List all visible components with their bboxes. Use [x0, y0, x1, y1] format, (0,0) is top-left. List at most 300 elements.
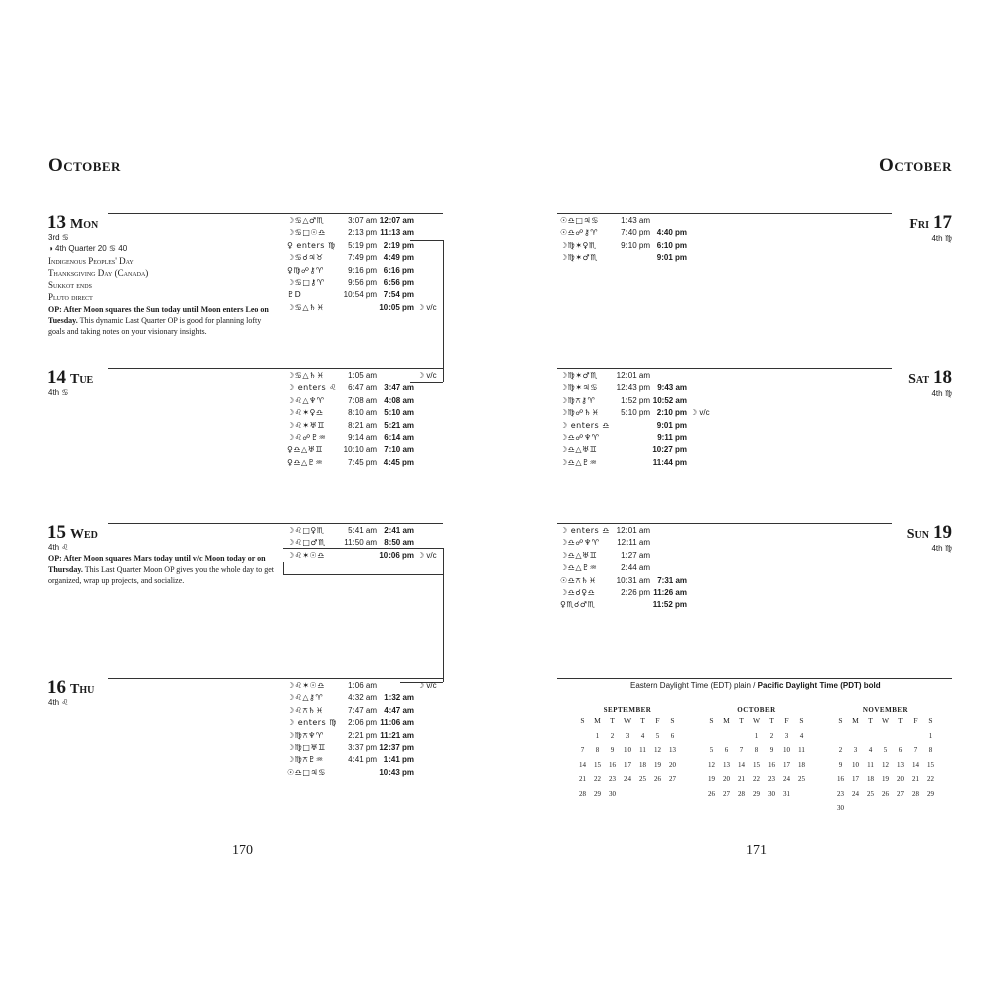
event-row — [560, 576, 720, 587]
event-time-pacific: 11:13 am — [380, 228, 414, 238]
event-time-eastern: 9:14 am — [348, 433, 377, 442]
calendar-week — [833, 758, 938, 773]
event-row — [560, 588, 720, 599]
event-time-pacific: 6:56 pm — [383, 278, 414, 287]
event-row — [287, 731, 447, 742]
moon-phase: 4th ♋︎ — [48, 388, 69, 397]
calendar-date: 1 — [754, 731, 759, 740]
event-aspect: ☽♎︎△♅♊︎ — [560, 445, 598, 455]
calendar-date: 8 — [928, 746, 933, 754]
event-aspect: ☽♎︎☍♆♈︎ — [560, 433, 600, 442]
event-aspect: ☽♋︎□⚷♈︎ — [287, 278, 325, 287]
event-row — [287, 755, 447, 766]
event-aspect: ☽♎︎△♇♒︎ — [560, 457, 598, 467]
opportunity-note: OP: After Moon squares Mars today until v/c Moon today or on Thursday. This Last Quarter Moon OP gives you the whole day to get organized, wrap up projects, and socialize. — [48, 554, 274, 585]
event-row — [560, 241, 720, 252]
event-time-eastern: 4:41 pm — [348, 755, 377, 765]
calendar-week — [575, 772, 680, 787]
event-row — [560, 563, 720, 574]
calendar-date: 25 — [867, 789, 874, 798]
event-aspect: ☽♌︎✶♀♎︎ — [287, 408, 324, 418]
event-aspect: ☽♍︎□♅♊︎ — [287, 743, 326, 752]
calendar-date: 25 — [798, 775, 805, 783]
calendar-date: 17 — [783, 760, 790, 769]
calendar-date: 18 — [798, 760, 805, 769]
event-row — [560, 408, 720, 419]
event-row — [287, 458, 447, 469]
calendar-week — [833, 772, 938, 787]
calendar-date: 20 — [723, 775, 730, 783]
calendar-date: 13 — [897, 760, 904, 769]
event-time-eastern: 12:01 am — [616, 526, 650, 535]
event-row — [287, 743, 447, 754]
event-time-pacific: 9:43 am — [657, 383, 687, 393]
event-time-eastern: 12:01 am — [616, 371, 650, 380]
calendar-date: 23 — [609, 775, 616, 783]
event-row — [287, 266, 447, 277]
calendar-date: 15 — [927, 760, 934, 769]
timezone-legend: Eastern Daylight Time (EDT) plain / Pacific Daylight Time (PDT) bold — [630, 681, 881, 690]
event-time-pacific: 7:10 am — [384, 445, 414, 455]
event-time-eastern: 1:43 am — [621, 216, 650, 225]
calendar-date: 6 — [898, 746, 903, 754]
event-row — [287, 216, 447, 227]
weekday-label: T — [769, 716, 774, 725]
event-row — [287, 538, 447, 549]
event-aspect: ♀♏︎☌♂︎♏︎ — [560, 600, 596, 610]
calendar-date: 9 — [838, 760, 843, 769]
event-row — [287, 551, 447, 562]
event-time-pacific: 6:10 pm — [656, 240, 687, 250]
calendar-date: 20 — [669, 760, 676, 769]
calendar-date: 12 — [882, 760, 889, 769]
event-time-pacific: 10:27 pm — [652, 445, 687, 455]
event-row — [287, 278, 447, 289]
calendar-date — [893, 729, 908, 744]
event-row — [560, 216, 720, 227]
event-aspect: ☽ enters ♌︎ — [287, 383, 337, 393]
calendar-date: 13 — [723, 760, 730, 769]
calendar-date — [620, 787, 635, 802]
calendar-date — [734, 729, 749, 744]
calendar-date — [863, 801, 878, 816]
event-time-pacific: 11:21 am — [380, 730, 414, 740]
moon-phase: 4th ♌︎ — [48, 543, 69, 552]
weekday-label: S — [709, 716, 714, 725]
calendar-date: 9 — [769, 746, 774, 754]
event-row — [287, 408, 447, 419]
page-number-left: 170 — [232, 843, 253, 858]
weekday-label: F — [784, 716, 789, 725]
calendar-week — [704, 729, 809, 744]
day-rule — [108, 523, 443, 524]
event-time-pacific: 9:01 pm — [656, 253, 687, 263]
event-time-pacific: 2:10 pm — [656, 408, 687, 418]
day-header-13: 13 Mon — [47, 212, 99, 233]
calendar-date — [704, 729, 719, 744]
calendar-date: 19 — [708, 775, 715, 783]
calendar-date — [665, 787, 680, 802]
calendar-week — [704, 772, 809, 787]
event-time-eastern: 2:13 pm — [348, 228, 377, 238]
event-aspect: ☉♎︎□♃♋︎ — [560, 216, 599, 225]
calendar-date: 17 — [624, 760, 631, 769]
holiday-note: Indigenous Peoples' Day — [48, 256, 134, 266]
calendar-date — [794, 787, 809, 802]
calendar-date: 16 — [837, 775, 844, 783]
event-time-pacific: 9:11 pm — [657, 433, 687, 442]
event-row — [560, 371, 720, 382]
calendar-weekdays — [833, 714, 938, 729]
event-time-pacific: 8:50 am — [384, 538, 414, 548]
event-row — [560, 433, 720, 444]
weekday-label: T — [610, 716, 615, 725]
event-aspect: ☽ enters ♎︎ — [560, 420, 610, 430]
event-aspect: ☽♎︎△♇♒︎ — [560, 563, 598, 573]
event-row — [287, 241, 447, 252]
calendar-date: 17 — [852, 775, 859, 783]
event-row — [560, 526, 720, 537]
event-time-pacific: 2:41 am — [384, 526, 414, 535]
moon-phase: 3rd ♋︎ — [48, 233, 69, 242]
weekday-label: W — [881, 716, 890, 725]
calendar-date: 20 — [897, 775, 904, 783]
event-time-pacific: 12:37 pm — [379, 743, 414, 752]
calendar-date: 26 — [708, 789, 715, 798]
calendar-date — [878, 729, 893, 744]
event-aspect: ☽♋︎△♄♓︎ — [287, 371, 325, 380]
event-time-pacific: 4:49 pm — [383, 253, 414, 263]
calendar-date: 2 — [610, 731, 615, 740]
event-aspect: ☽♌︎✶☉♎︎ — [287, 550, 325, 560]
calendar-date: 9 — [610, 746, 615, 754]
event-time-eastern: 8:10 am — [348, 408, 377, 418]
event-time-eastern: 7:49 pm — [348, 253, 377, 263]
calendar-rule — [557, 678, 952, 679]
event-row — [560, 458, 720, 469]
calendar-title: NOVEMBER — [862, 706, 909, 714]
calendar-date: 30 — [837, 804, 844, 812]
event-aspect: ☉♎︎☍⚷♈︎ — [560, 228, 598, 238]
event-row — [287, 768, 447, 779]
event-row — [560, 396, 720, 407]
calendar-date: 2 — [838, 746, 843, 754]
mini-calendar-november — [833, 706, 938, 816]
event-time-eastern: 2:06 pm — [348, 718, 377, 728]
calendar-date: 26 — [654, 775, 661, 783]
event-time-eastern: 7:45 pm — [348, 457, 377, 467]
calendar-date: 11 — [867, 760, 874, 769]
event-row — [287, 290, 447, 301]
calendar-date: 30 — [768, 789, 775, 798]
event-time-eastern: 9:10 pm — [621, 240, 650, 250]
calendar-week — [575, 743, 680, 758]
holiday-note: Sukkot ends — [48, 280, 92, 290]
event-row — [560, 551, 720, 562]
void-of-course-marker: ☽ v/c — [417, 550, 437, 560]
event-time-eastern: 1:52 pm — [621, 395, 650, 405]
event-row — [560, 253, 720, 264]
moon-phase: 4th ♍︎ — [931, 389, 952, 398]
calendar-date — [833, 729, 848, 744]
calendar-week — [575, 787, 680, 802]
event-aspect: ☽♍︎✶♃♋︎ — [560, 383, 598, 393]
voc-connector — [283, 562, 284, 574]
mini-calendar-october — [704, 706, 809, 801]
calendar-week — [704, 758, 809, 773]
weekday-label: M — [852, 716, 859, 725]
event-time-eastern: 9:56 pm — [348, 278, 377, 287]
voc-connector — [283, 574, 443, 575]
event-row — [287, 706, 447, 717]
event-aspect: ☽♋︎△♂︎♏︎ — [287, 216, 325, 225]
void-of-course-marker: ☽ v/c — [417, 302, 437, 312]
event-aspect: ☽♌︎△⚷♈︎ — [287, 693, 324, 703]
calendar-date — [908, 801, 923, 816]
day-header-17: Fri 17 — [909, 212, 952, 233]
event-aspect: ☽♌︎☍♇♒︎ — [287, 433, 327, 442]
event-time-pacific: 4:08 am — [384, 395, 414, 405]
mini-calendar-september — [575, 706, 680, 801]
event-aspect: ☽♍︎⚻♆♈︎ — [287, 730, 324, 740]
calendar-date — [893, 801, 908, 816]
calendar-date: 29 — [927, 789, 934, 798]
calendar-date: 28 — [912, 789, 919, 798]
calendar-date: 3 — [625, 731, 630, 740]
day-header-14: 14 Tue — [47, 367, 94, 388]
calendar-date: 14 — [579, 760, 586, 769]
calendar-date: 7 — [739, 746, 744, 754]
event-aspect: ☉♎︎□♃♋︎ — [287, 767, 326, 777]
event-time-eastern: 2:21 pm — [348, 730, 377, 740]
calendar-date: 25 — [639, 775, 646, 783]
event-row — [560, 538, 720, 549]
calendar-date: 13 — [669, 746, 676, 754]
event-aspect: ☽♋︎△♄♓︎ — [287, 302, 325, 312]
calendar-date: 10 — [852, 760, 859, 769]
calendar-date: 27 — [669, 775, 676, 783]
event-row — [287, 253, 447, 264]
calendar-date: 15 — [753, 760, 760, 769]
event-aspect: ☽♋︎☌♃♉︎ — [287, 253, 324, 263]
event-time-pacific: 11:52 pm — [652, 600, 687, 610]
day-rule — [108, 678, 443, 679]
event-aspect: ♀ enters ♍︎ — [287, 240, 336, 250]
event-row — [287, 383, 447, 394]
day-rule — [557, 213, 892, 214]
event-aspect: ☽♍︎✶♀♏︎ — [560, 240, 597, 250]
void-of-course-marker: ☽ v/c — [417, 371, 437, 380]
weekday-label: T — [640, 716, 645, 725]
weekday-label: S — [928, 716, 933, 725]
event-time-pacific: 7:31 am — [657, 575, 687, 585]
calendar-weekdays — [704, 714, 809, 729]
calendar-date — [878, 801, 893, 816]
calendar-date: 8 — [754, 746, 759, 754]
calendar-date: 16 — [768, 760, 775, 769]
calendar-title: SEPTEMBER — [603, 706, 652, 714]
event-time-pacific: 4:45 pm — [383, 457, 414, 467]
calendar-date: 24 — [852, 789, 859, 798]
event-time-eastern: 2:26 pm — [621, 588, 650, 597]
event-row — [287, 371, 447, 382]
event-row — [287, 433, 447, 444]
calendar-date: 22 — [594, 775, 601, 783]
calendar-date — [863, 729, 878, 744]
event-aspect: ☽♌︎✶♅♊︎ — [287, 420, 325, 430]
event-aspect: ☽♍︎✶♂︎♏︎ — [560, 253, 598, 263]
event-time-eastern: 10:31 am — [616, 575, 650, 585]
calendar-date: 19 — [882, 775, 889, 783]
event-time-eastern: 11:50 am — [344, 538, 377, 548]
event-row — [287, 303, 447, 314]
event-row — [560, 445, 720, 456]
event-time-pacific: 10:52 am — [652, 395, 687, 405]
weekday-label: S — [670, 716, 675, 725]
calendar-date: 27 — [897, 789, 904, 798]
event-time-eastern: 3:37 pm — [348, 743, 377, 752]
event-time-pacific: 2:19 pm — [383, 240, 414, 250]
event-time-eastern: 2:44 am — [621, 563, 650, 573]
calendar-date: 7 — [580, 746, 585, 754]
day-header-19: Sun 19 — [906, 522, 952, 543]
calendar-date: 5 — [883, 746, 888, 754]
event-aspect: ☽♌︎⚻♄♓︎ — [287, 705, 324, 715]
event-time-pacific: 11:06 am — [380, 718, 414, 728]
event-row — [287, 693, 447, 704]
event-time-pacific: 3:47 am — [384, 383, 414, 393]
event-time-eastern: 5:10 pm — [621, 408, 650, 418]
event-time-eastern: 6:47 am — [348, 383, 377, 393]
calendar-date: 29 — [594, 789, 601, 798]
event-aspect: ♇D — [287, 290, 302, 300]
event-time-pacific: 1:41 pm — [383, 755, 414, 765]
event-time-pacific: 7:54 pm — [383, 290, 414, 300]
calendar-date: 31 — [783, 789, 790, 798]
event-time-pacific: 11:26 am — [653, 588, 687, 597]
calendar-date — [575, 729, 590, 744]
event-aspect: ☽ enters ♍︎ — [287, 718, 337, 728]
event-aspect: ☽♎︎☍♆♈︎ — [560, 538, 600, 548]
calendar-date — [908, 729, 923, 744]
event-time-pacific: 5:10 am — [384, 408, 414, 418]
day-header-18: Sat 18 — [908, 367, 952, 388]
event-row — [287, 228, 447, 239]
event-time-eastern: 7:08 am — [348, 395, 377, 405]
void-of-course-marker: ☽ v/c — [417, 681, 437, 690]
event-time-pacific: 12:07 am — [379, 216, 414, 225]
calendar-date: 11 — [798, 746, 805, 754]
weekday-label: T — [739, 716, 744, 725]
event-row — [287, 445, 447, 456]
weekday-label: T — [898, 716, 903, 725]
calendar-date: 14 — [738, 760, 745, 769]
event-row — [287, 526, 447, 537]
calendar-date: 21 — [738, 775, 745, 783]
event-time-pacific: 4:47 am — [384, 705, 414, 715]
event-aspect: ♀♍︎☍⚷♈︎ — [287, 265, 324, 275]
calendar-date: 28 — [738, 789, 745, 798]
calendar-date: 8 — [595, 746, 600, 754]
event-time-eastern: 10:10 am — [343, 445, 377, 455]
event-aspect: ☽♍︎⚻♇♒︎ — [287, 755, 324, 765]
holiday-note: Pluto direct — [48, 292, 93, 302]
event-aspect: ☽♍︎⚻⚷♈︎ — [560, 395, 596, 405]
calendar-week — [833, 743, 938, 758]
calendar-date: 4 — [868, 746, 873, 754]
calendar-week — [833, 729, 938, 744]
calendar-date: 1 — [928, 731, 933, 740]
calendar-date: 23 — [837, 789, 844, 798]
event-aspect: ☽♌︎✶☉♎︎ — [287, 681, 325, 690]
calendar-date: 5 — [655, 731, 660, 740]
calendar-date: 18 — [867, 775, 874, 783]
moon-phase: 4th ♍︎ — [931, 544, 952, 553]
moon-phase: 4th ♌︎ — [48, 698, 69, 707]
event-aspect: ☽♍︎✶♂︎♏︎ — [560, 371, 598, 380]
calendar-date: 3 — [853, 746, 858, 754]
event-time-eastern: 12:11 am — [617, 538, 650, 548]
moon-phase: 4th ♍︎ — [931, 234, 952, 243]
event-aspect: ☽♎︎☌♀♎︎ — [560, 588, 596, 597]
calendar-date: 11 — [639, 746, 646, 754]
calendar-date — [635, 787, 650, 802]
calendar-date: 29 — [753, 789, 760, 798]
event-time-eastern: 5:41 am — [348, 526, 377, 535]
calendar-date: 10 — [624, 746, 631, 754]
event-time-eastern: 8:21 am — [348, 420, 377, 430]
event-aspect: ☽♎︎△♅♊︎ — [560, 550, 598, 560]
calendar-date — [650, 787, 665, 802]
event-aspect: ☽♌︎△♆♈︎ — [287, 395, 325, 405]
calendar-date: 3 — [784, 731, 789, 740]
event-time-eastern: 4:32 am — [348, 693, 377, 703]
calendar-date: 15 — [594, 760, 601, 769]
calendar-date — [719, 729, 734, 744]
day-rule — [557, 368, 892, 369]
day-rule — [108, 213, 443, 214]
event-time-eastern: 7:47 am — [348, 705, 377, 715]
event-aspect: ☉♎︎⚻♄♓︎ — [560, 575, 597, 585]
weekday-label: T — [868, 716, 873, 725]
event-row — [560, 383, 720, 394]
calendar-date: 12 — [654, 746, 661, 754]
calendar-date: 16 — [609, 760, 616, 769]
event-time-pacific: 6:14 am — [384, 433, 414, 442]
event-time-eastern: 12:43 pm — [616, 383, 650, 393]
calendar-date: 12 — [708, 760, 715, 769]
event-time-pacific: 5:21 am — [384, 420, 414, 430]
calendar-date: 30 — [609, 789, 616, 798]
day-rule — [108, 368, 443, 369]
holiday-note: Thanksgiving Day (Canada) — [48, 268, 149, 278]
event-row — [287, 421, 447, 432]
lunar-quarter: ◑ 4th Quarter 20 ♋︎ 40 — [48, 244, 128, 253]
calendar-date: 1 — [595, 731, 600, 740]
weekday-label: W — [623, 716, 632, 725]
event-time-eastern: 7:40 pm — [621, 228, 650, 238]
calendar-date: 10 — [783, 746, 790, 754]
event-time-pacific: 9:01 pm — [656, 420, 687, 430]
calendar-week — [575, 729, 680, 744]
event-time-pacific: 11:44 pm — [652, 457, 687, 467]
calendar-week — [704, 787, 809, 802]
calendar-date — [923, 801, 938, 816]
calendar-title: OCTOBER — [737, 706, 776, 714]
calendar-date: 6 — [724, 746, 729, 754]
event-row — [287, 718, 447, 729]
calendar-date — [848, 801, 863, 816]
